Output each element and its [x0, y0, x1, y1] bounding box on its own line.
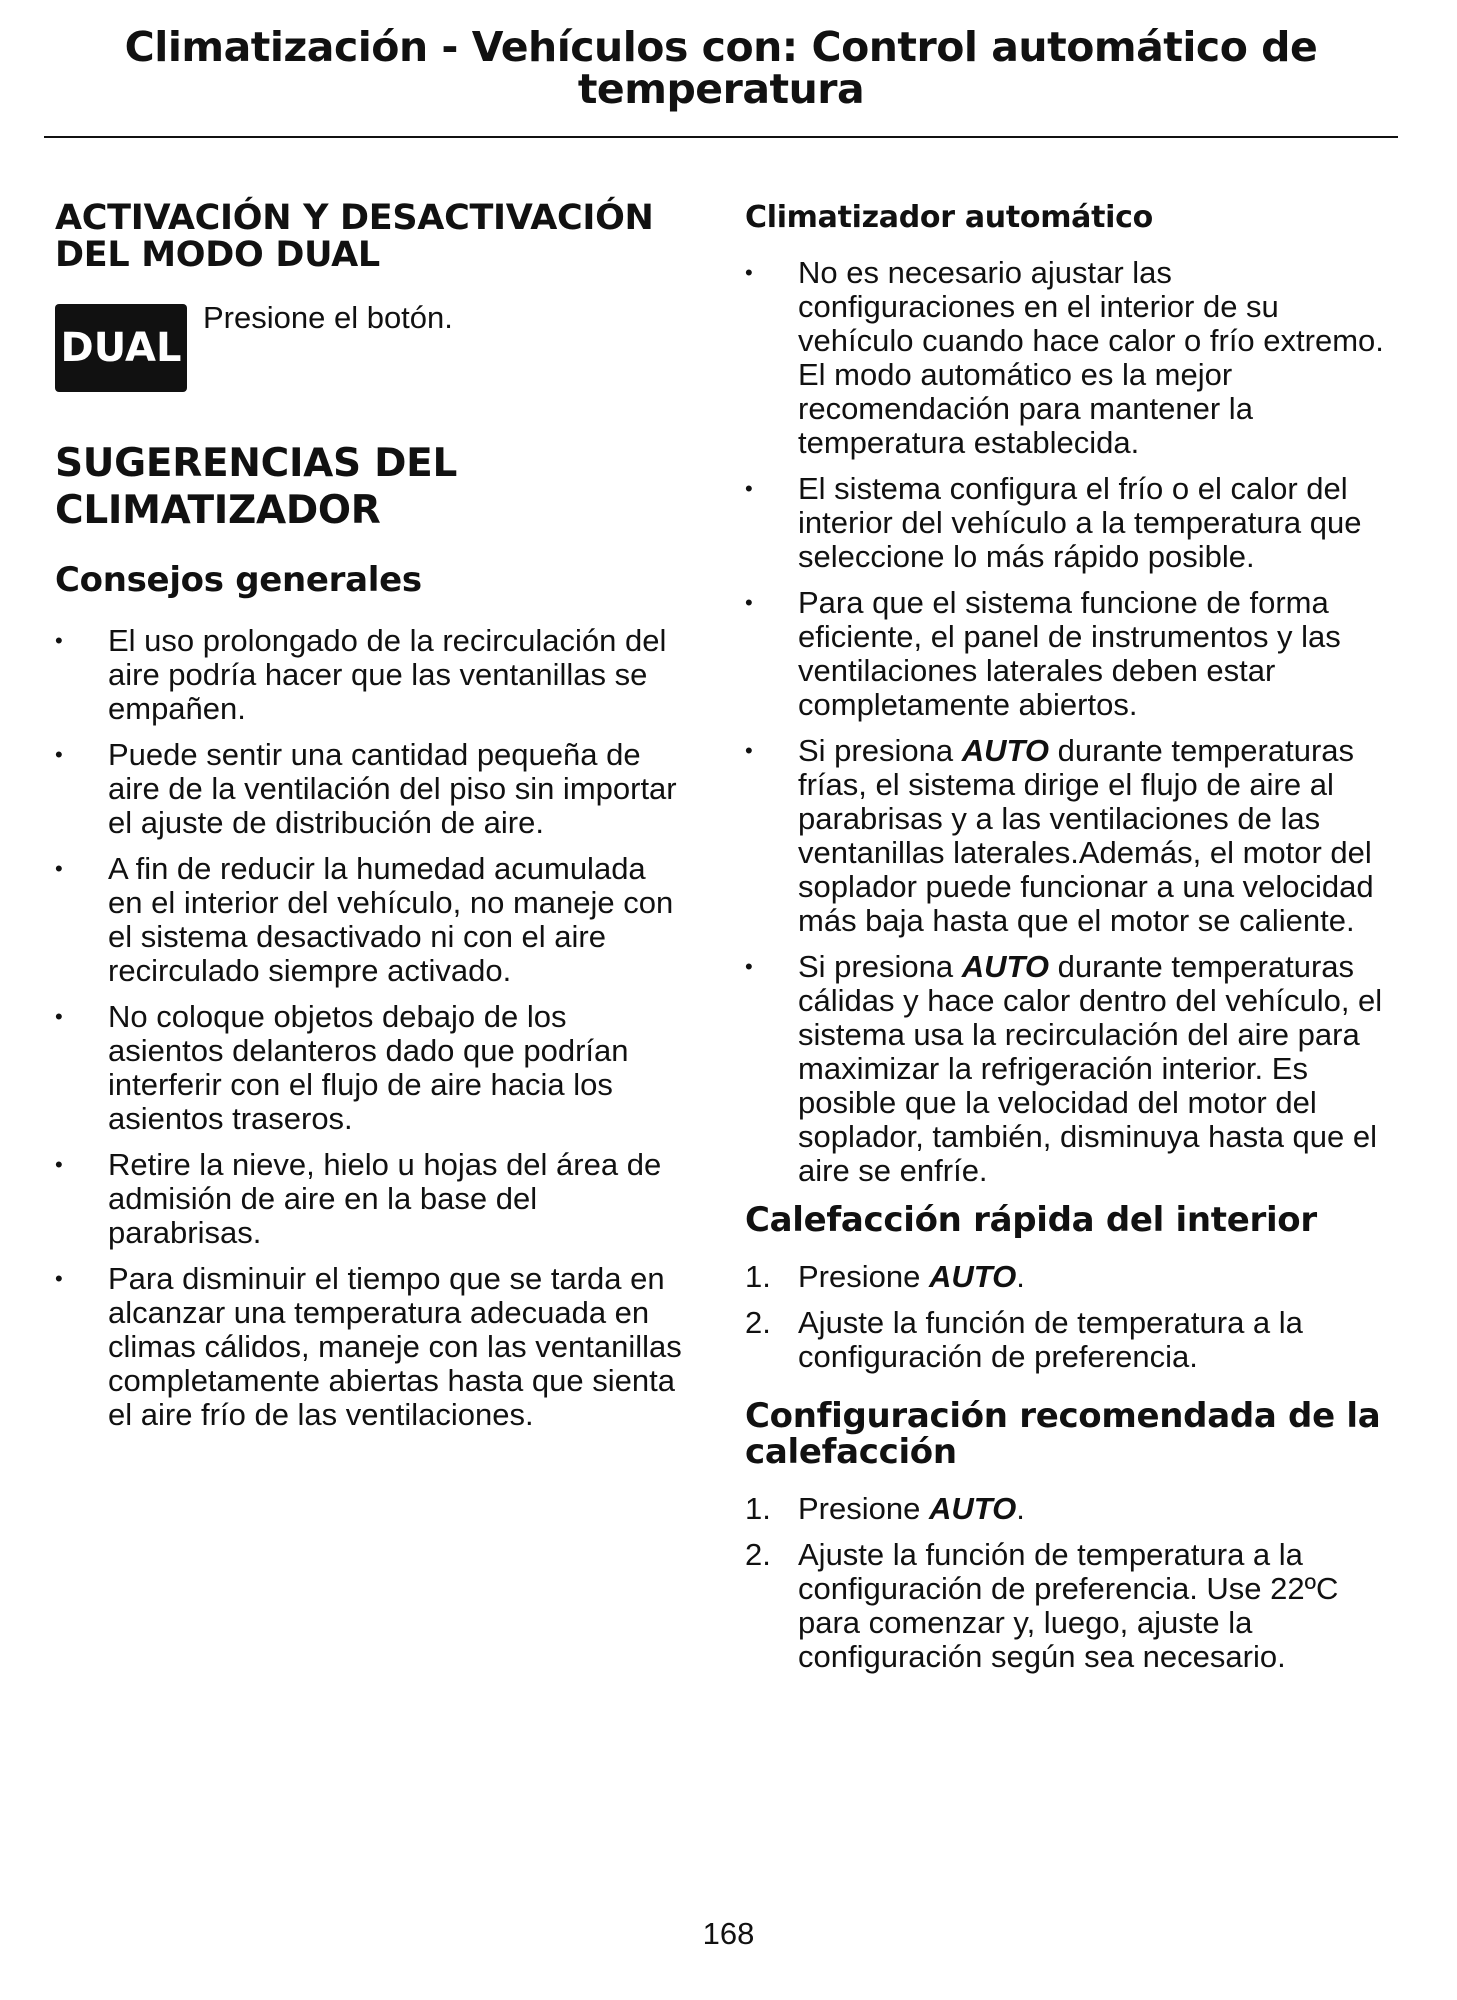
item-text: Si presiona: [798, 733, 954, 768]
list-item: [745, 1306, 1385, 1374]
left-column: [55, 200, 685, 1444]
list-item: • Retire la nieve, hielo u hojas del área de admisión de aire en la base del parabrisas.: [55, 1148, 685, 1250]
list-item: • El sistema configura el frío o el calor del interior del vehículo a la temperatura que seleccione lo más rápido posible.: [745, 472, 1385, 574]
list-item: • A fin de reducir la humedad acumulada en el interior del vehículo, no maneje con el sistema desactivado ni con el aire recirculado siempre activado.: [55, 852, 685, 988]
quick-heating-heading: Calefacción rápida del interior: [745, 1200, 1317, 1240]
step-text: Presione: [798, 1491, 921, 1526]
list-item: • Puede sentir una cantidad pequeña de aire de la ventilación del piso sin importar el ajuste de distribución de aire.: [55, 738, 685, 840]
step-number: 1.: [745, 1491, 771, 1526]
list-item: • Para disminuir el tiempo que se tarda en alcanzar una temperatura adecuada en climas cálidos, maneje con las ventanillas completamente abiertas hasta que sienta el aire frío de las ventilaciones.: [55, 1262, 685, 1432]
list-item: [745, 1538, 1385, 1674]
page-title: Climatización - Vehículos con: Control automático de temperatura: [124, 23, 1318, 113]
climate-tips-heading: SUGERENCIAS DEL CLIMATIZADOR: [55, 441, 458, 533]
list-item: [745, 1492, 1385, 1526]
step-number: 1.: [745, 1259, 771, 1294]
recommended-heating-heading: Configuración recomendada de la calefacción: [745, 1396, 1381, 1472]
quick-heating-steps: [745, 1260, 1385, 1374]
auto-keyword: AUTO: [961, 949, 1049, 984]
step-text: .: [1016, 1259, 1025, 1294]
auto-keyword: AUTO: [961, 733, 1049, 768]
list-item: • Para que el sistema funcione de forma eficiente, el panel de instrumentos y las ventilaciones laterales deben estar completamente abiertos.: [745, 586, 1385, 722]
recommended-heating-steps: [745, 1492, 1385, 1674]
dual-mode-heading: ACTIVACIÓN Y DESACTIVACIÓN DEL MODO DUAL: [55, 198, 654, 275]
page-number: 168: [702, 1916, 755, 1951]
auto-keyword: AUTO: [928, 1259, 1017, 1294]
right-column: [745, 200, 1385, 1686]
list-item: [745, 1260, 1385, 1294]
item-text: durante temperaturas cálidas y hace calor dentro del vehículo, el sistema usa la recirculación del aire para maximizar la refrigeración interior. Es posible que la velocidad del motor del soplador, también, disminuya hasta que el aire se enfríe.: [798, 949, 1383, 1188]
list-item: [745, 950, 1385, 1188]
item-text: durante temperaturas frías, el sistema dirige el flujo de aire al parabrisas y a las ventilaciones de las ventanillas laterales.Además, el motor del soplador puede funcionar a una velocidad más baja hasta que el motor se caliente.: [798, 733, 1374, 938]
general-tips-list: [55, 624, 685, 1432]
step-number: 2.: [745, 1537, 771, 1572]
list-item: [745, 734, 1385, 938]
header-divider: [44, 136, 1398, 138]
step-text: .: [1016, 1491, 1025, 1526]
step-text: Ajuste la función de temperatura a la configuración de preferencia.: [798, 1305, 1303, 1374]
dual-instruction-row: [55, 300, 685, 400]
auto-keyword: AUTO: [928, 1491, 1017, 1526]
dual-instruction: Presione el botón.: [203, 300, 453, 335]
list-item: • No coloque objetos debajo de los asientos delanteros dado que podrían interferir con el flujo de aire hacia los asientos traseros.: [55, 1000, 685, 1136]
auto-climate-heading: Climatizador automático: [745, 200, 1153, 235]
general-tips-heading: Consejos generales: [55, 560, 422, 600]
item-text: Si presiona: [798, 949, 954, 984]
auto-climate-list: [745, 256, 1385, 1188]
list-item: • El uso prolongado de la recirculación del aire podría hacer que las ventanillas se empañen.: [55, 624, 685, 726]
step-text: Presione: [798, 1259, 921, 1294]
list-item: • No es necesario ajustar las configuraciones en el interior de su vehículo cuando hace calor o frío extremo. El modo automático es la mejor recomendación para mantener la temperatura establecida.: [745, 256, 1385, 460]
step-text: Ajuste la función de temperatura a la configuración de preferencia. Use 22ºC para comenzar y, luego, ajuste la configuración según sea necesario.: [798, 1537, 1339, 1674]
step-number: 2.: [745, 1305, 771, 1340]
dual-button-icon: DUAL: [55, 304, 187, 392]
